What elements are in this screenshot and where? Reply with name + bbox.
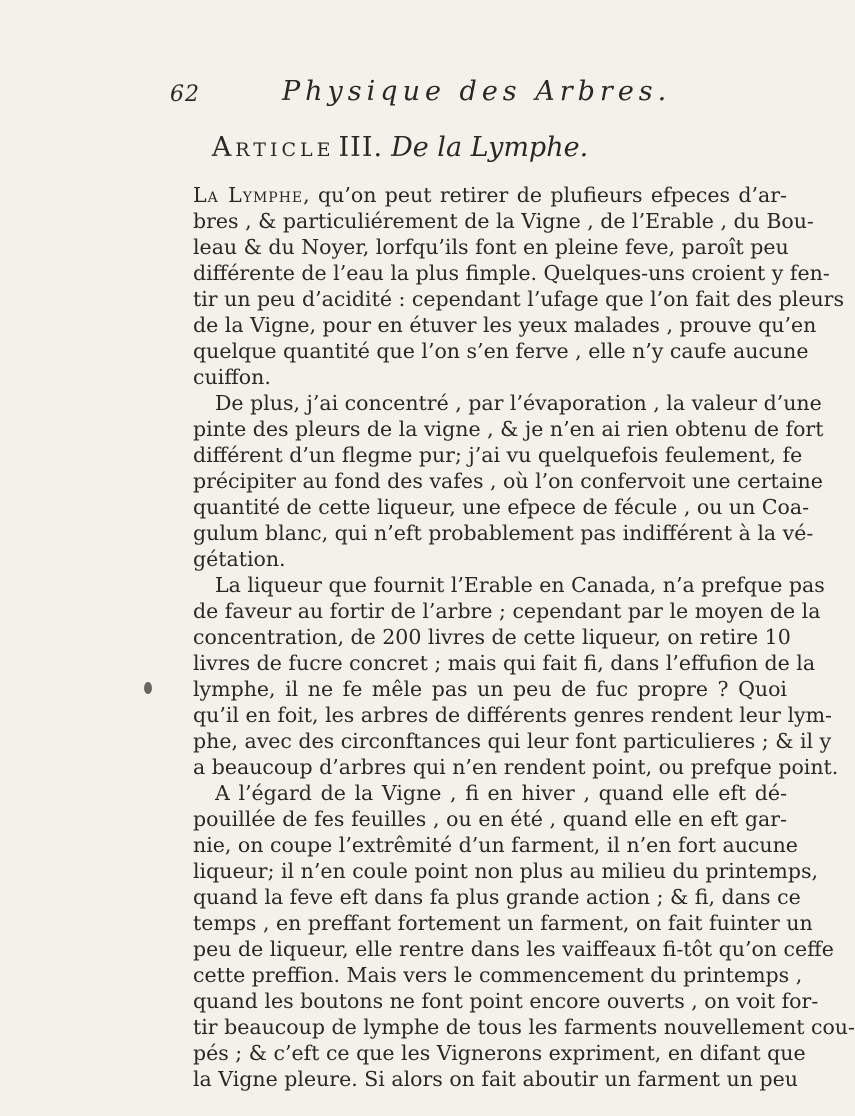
text-line: concentration, de 200 livres de cette liqueur, on retire 10 — [193, 625, 791, 649]
text-line: pouillée de fes feuilles , ou en été , quand elle en eft gar- — [193, 807, 787, 831]
text-line: livres de fucre concret ; mais qui fait fi, dans l’effufion de la — [193, 651, 816, 675]
line-text: , qu’on peut retirer de plufieurs efpeces d’ar- — [303, 183, 787, 207]
text-line: quand la feve eft dans fa plus grande action ; & fi, dans ce — [193, 885, 801, 909]
ink-spot — [144, 682, 152, 694]
text-line: lymphe, il ne fe mêle pas un peu de fuc propre ? Quoi — [193, 677, 787, 701]
text-line: gétation. — [193, 547, 286, 571]
text-line: a beaucoup d’arbres qui n’en rendent point, ou prefque point. — [193, 755, 839, 779]
text-line: de la Vigne, pour en étuver les yeux malades , prouve qu’en — [193, 313, 817, 337]
text-line: La liqueur que fournit l’Erable en Canada, n’a prefque pas — [215, 573, 825, 597]
body-text — [193, 182, 855, 1092]
text-line: précipiter au fond des vafes , où l’on confervoit une certaine — [193, 469, 823, 493]
article-number: III. — [338, 132, 384, 163]
text-line: cuiffon. — [193, 365, 271, 389]
lead-words: La Lymphe — [193, 183, 304, 207]
article-label: Article — [211, 132, 335, 163]
text-line: De plus, j’ai concentré , par l’évaporation , la valeur d’une — [215, 391, 822, 415]
running-head — [0, 76, 800, 116]
text-line: quantité de cette liqueur, une efpece de fécule , ou un Coa- — [193, 495, 810, 519]
text-line: phe, avec des circonftances qui leur font particulieres ; & il y — [193, 729, 832, 753]
text-line: la Vigne pleure. Si alors on fait aboutir un farment un peu — [193, 1067, 798, 1091]
text-line: gulum blanc, qui n’eft probablement pas indifférent à la vé- — [193, 521, 814, 545]
article-heading — [0, 132, 800, 163]
text-line: leau & du Noyer, lorfqu’ils font en pleine feve, paroît peu — [193, 235, 789, 259]
running-title: Physique des Arbres. — [282, 76, 672, 107]
text-line: pinte des pleurs de la vigne , & je n’en ai rien obtenu de fort — [193, 417, 824, 441]
page-number: 62 — [170, 82, 200, 107]
text-line: quand les boutons ne font point encore ouverts , on voit for- — [193, 989, 819, 1013]
text-line: A l’égard de la Vigne , fi en hiver , quand elle eft dé- — [215, 781, 787, 805]
text-line: nie, on coupe l’extrêmité d’un farment, il n’en fort aucune — [193, 833, 798, 857]
text-line: bres , & particuliérement de la Vigne , de l’Erable , du Bou- — [193, 209, 814, 233]
text-line: tir beaucoup de lymphe de tous les farments nouvellement cou- — [193, 1015, 855, 1039]
text-line: cette preffion. Mais vers le commencement du printemps , — [193, 963, 803, 987]
text-line — [193, 182, 787, 208]
text-line: différente de l’eau la plus fimple. Quelques-uns croient y fen- — [193, 261, 830, 285]
text-line: tir un peu d’acidité : cependant l’ufage que l’on fait des pleurs — [193, 287, 844, 311]
text-line: de faveur au fortir de l’arbre ; cependant par le moyen de la — [193, 599, 821, 623]
text-line: qu’il en foit, les arbres de différents genres rendent leur lym- — [193, 703, 832, 727]
text-line: quelque quantité que l’on s’en ferve , elle n’y caufe aucune — [193, 339, 809, 363]
text-line: différent d’un flegme pur; j’ai vu quelquefois feulement, fe — [193, 443, 803, 467]
text-line: peu de liqueur, elle rentre dans les vaiffeaux fi-tôt qu’on ceffe — [193, 937, 834, 961]
text-line: temps , en preffant fortement un farment, on fait fuinter un — [193, 911, 813, 935]
text-line: liqueur; il n’en coule point non plus au milieu du printemps, — [193, 859, 818, 883]
text-line: pés ; & c’eft ce que les Vignerons expriment, en difant que — [193, 1041, 806, 1065]
article-subtitle: De la Lymphe. — [391, 132, 589, 163]
